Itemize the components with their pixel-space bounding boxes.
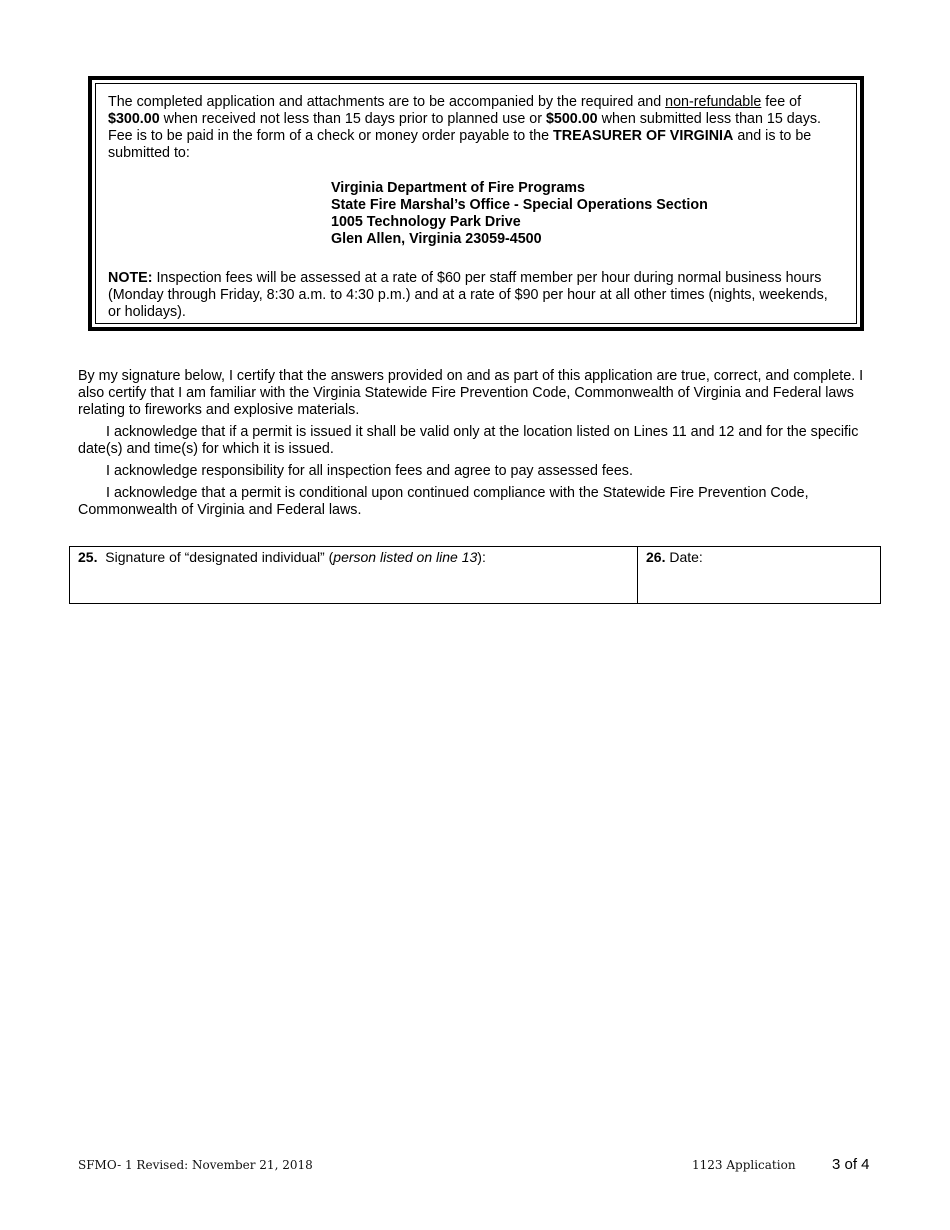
signature-field[interactable] xyxy=(70,547,638,603)
fee-notice-box xyxy=(88,76,864,331)
permit-validity-paragraph: I acknowledge that if a permit is issued it shall be valid only at the location listed on Lines 11 and 12 and for the specific date(s) and time(s) for which it is issued. xyxy=(78,424,859,457)
fee-text-2: fee of xyxy=(761,94,802,110)
fee-notice-inner xyxy=(95,83,857,324)
address-line-1: Virginia Department of Fire Programs xyxy=(331,180,585,196)
fee-amount-300: $300.00 xyxy=(108,111,160,127)
payee-name: TREASURER OF VIRGINIA xyxy=(553,128,734,144)
non-refundable-text: non-refundable xyxy=(665,94,762,110)
note-text: Inspection fees will be assessed at a rate of $60 per staff member per hour during normal business hours (Monday through Friday, 8:30 a.m. to 4:30 p.m.) and at a rate of $90 per hour at all other times (nights, weekends, or holidays). xyxy=(108,270,828,320)
certification-section xyxy=(78,368,873,524)
signature-label-italic: person listed on line 13 xyxy=(333,549,478,565)
signature-line-number: 25. xyxy=(78,549,98,565)
signature-label-end: ): xyxy=(477,549,486,565)
page-number: 3 of 4 xyxy=(832,1156,870,1173)
fee-text-3: when received not less than 15 days prior to planned use or xyxy=(159,111,546,127)
signature-table xyxy=(69,546,881,604)
fee-amount-500: $500.00 xyxy=(545,111,598,127)
address-line-3: 1005 Technology Park Drive xyxy=(331,214,521,230)
mailing-address xyxy=(331,180,844,248)
inspection-fees-paragraph: I acknowledge responsibility for all inspection fees and agree to pay assessed fees. xyxy=(106,463,633,479)
inspection-fee-note xyxy=(108,270,844,321)
address-line-2: State Fire Marshal’s Office - Special Operations Section xyxy=(331,197,708,213)
address-line-4: Glen Allen, Virginia 23059-4500 xyxy=(331,231,542,247)
document-name: 1123 Application xyxy=(692,1158,796,1172)
fee-text-1: The completed application and attachments are to be accompanied by the required and xyxy=(108,94,666,110)
fee-text-4: when submitted less than 15 days. Fee is to be paid in the form of a check or money order payable to the xyxy=(108,111,821,144)
form-revision: SFMO- 1 Revised: November 21, 2018 xyxy=(78,1158,313,1172)
compliance-paragraph: I acknowledge that a permit is conditional upon continued compliance with the Statewide Fire Prevention Code, Commonwealth of Virginia and Federal laws. xyxy=(78,485,809,518)
fee-paragraph xyxy=(108,94,844,162)
note-label: NOTE: xyxy=(108,270,153,286)
signature-label: Signature of “designated individual” ( xyxy=(97,549,334,565)
date-field[interactable] xyxy=(638,547,880,603)
fee-text-5: and is to be submitted to: xyxy=(108,128,812,161)
certification-paragraph: By my signature below, I certify that the answers provided on and as part of this application are true, correct, and complete. I also certify that I am familiar with the Virginia Statewide Fire Prevention Code, Commonwealth of Virginia and Federal laws relating to fireworks and explosive materials. xyxy=(78,368,864,418)
date-label: Date: xyxy=(665,549,703,565)
date-line-number: 26. xyxy=(646,549,666,565)
